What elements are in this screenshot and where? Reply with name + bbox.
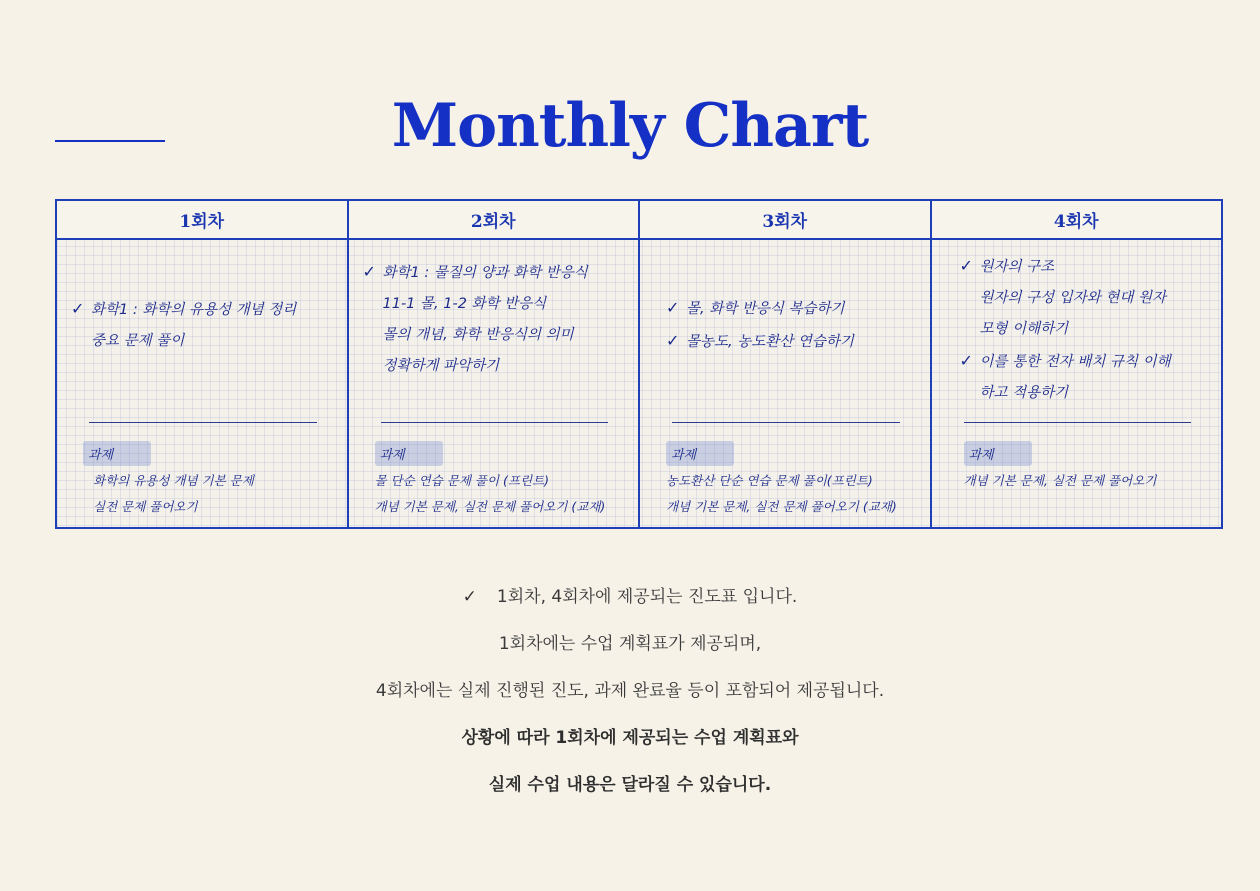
note-item: 원자의 구성 입자와 현대 원자 bbox=[979, 290, 1167, 306]
divider bbox=[672, 422, 900, 423]
homework-section bbox=[640, 441, 930, 520]
note-line-1: ✓ 1회차, 4회차에 제공되는 진도표 입니다. bbox=[0, 574, 1260, 621]
session-notes bbox=[57, 240, 347, 410]
check-icon: ✓ bbox=[666, 331, 680, 350]
check-icon: ✓ bbox=[959, 256, 973, 275]
note-item: ✓ 몰, 화학 반응식 복습하기 bbox=[666, 292, 924, 325]
note-item: 모형 이해하기 bbox=[979, 321, 1069, 337]
note-item: ✓ 화학1 : 물질의 양과 화학 반응식 bbox=[363, 256, 633, 289]
homework-label: 과제 bbox=[964, 441, 1032, 466]
session-column-4 bbox=[930, 201, 1222, 527]
homework-item: 개념 기본 문제, 실전 문제 풀어오기 (교재) bbox=[666, 499, 897, 514]
homework-item: 화학의 유용성 개념 기본 문제 bbox=[93, 473, 254, 488]
check-icon: ✓ bbox=[362, 262, 376, 281]
session-heading: 2회차 bbox=[349, 201, 639, 240]
note-item: 정확하게 파악하기 bbox=[382, 358, 500, 374]
homework-item: 개념 기본 문제, 실전 문제 풀어오기 bbox=[963, 473, 1157, 488]
note-item: ✓ 화학1 : 화학의 유용성 개념 정리 bbox=[71, 293, 341, 326]
check-icon: ✓ bbox=[462, 587, 477, 607]
note-item: 하고 적용하기 bbox=[979, 385, 1069, 401]
session-notes bbox=[932, 240, 1222, 410]
check-icon: ✓ bbox=[959, 351, 973, 370]
page-title: Monthly Chart bbox=[391, 91, 869, 161]
homework-item: 실전 문제 풀어오기 bbox=[93, 499, 198, 514]
note-line-5: 실제 수업 내용은 달라질 수 있습니다. bbox=[488, 775, 772, 795]
check-icon: ✓ bbox=[71, 299, 85, 318]
note-item: 11-1 몰, 1-2 화학 반응식 bbox=[382, 296, 547, 312]
session-heading: 4회차 bbox=[932, 201, 1222, 240]
session-notes bbox=[349, 240, 639, 410]
homework-label: 과제 bbox=[666, 441, 734, 466]
note-item: 중요 문제 풀이 bbox=[91, 333, 185, 349]
note-line-2: 1회차에는 수업 계획표가 제공되며, bbox=[498, 634, 762, 654]
homework-item: 농도환산 단순 연습 문제 풀이(프린트) bbox=[666, 473, 873, 488]
note-item: ✓ 이를 통한 전자 배치 규칙 이해 bbox=[960, 345, 1216, 378]
divider bbox=[381, 422, 609, 423]
note-item: 몰의 개념, 화학 반응식의 의미 bbox=[382, 327, 574, 343]
session-column-1 bbox=[57, 201, 347, 527]
divider bbox=[964, 422, 1192, 423]
homework-item: 개념 기본 문제, 실전 문제 풀어오기 (교재) bbox=[374, 499, 606, 514]
check-icon: ✓ bbox=[666, 298, 680, 317]
monthly-chart bbox=[55, 199, 1223, 529]
session-column-2 bbox=[347, 201, 639, 527]
note-item: ✓ 몰농도, 농도환산 연습하기 bbox=[666, 325, 924, 358]
session-notes bbox=[640, 240, 930, 410]
homework-section bbox=[57, 441, 347, 520]
session-heading: 1회차 bbox=[57, 201, 347, 240]
note-line-3: 4회차에는 실제 진행된 진도, 과제 완료율 등이 포함되어 제공됩니다. bbox=[375, 681, 885, 701]
homework-section bbox=[932, 441, 1222, 494]
homework-item: 몰 단순 연습 문제 풀이 (프린트) bbox=[374, 473, 550, 488]
divider bbox=[89, 422, 317, 423]
homework-section bbox=[349, 441, 639, 520]
session-column-3 bbox=[638, 201, 930, 527]
session-heading: 3회차 bbox=[640, 201, 930, 240]
homework-label: 과제 bbox=[83, 441, 151, 466]
note-line-4: 상황에 따라 1회차에 제공되는 수업 계획표와 bbox=[461, 728, 799, 748]
homework-label: 과제 bbox=[375, 441, 443, 466]
info-notes bbox=[0, 574, 1260, 809]
note-item: ✓ 원자의 구조 bbox=[960, 250, 1216, 283]
